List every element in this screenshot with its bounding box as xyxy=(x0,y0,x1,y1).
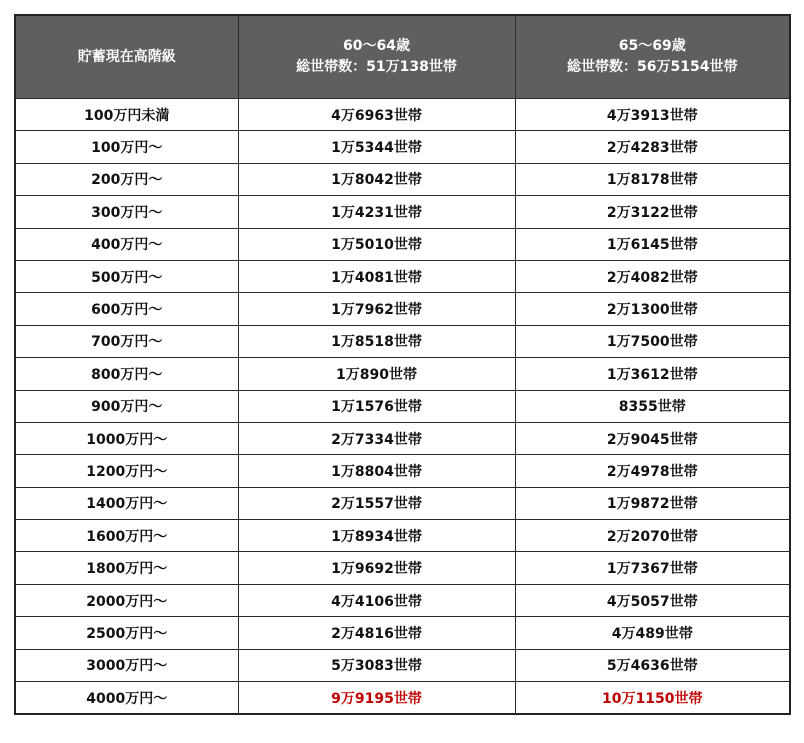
bracket-cell: 1000万円〜 xyxy=(15,422,238,454)
header-row xyxy=(15,15,790,99)
table-row xyxy=(15,552,790,584)
age-60-64-cell: 1万8518世帯 xyxy=(238,325,515,357)
savings-table xyxy=(14,14,791,715)
table-row xyxy=(15,163,790,195)
bracket-cell: 2500万円〜 xyxy=(15,617,238,649)
table-row xyxy=(15,99,790,131)
table-row xyxy=(15,260,790,292)
bracket-cell: 100万円未満 xyxy=(15,99,238,131)
age-65-69-cell: 1万7367世帯 xyxy=(515,552,790,584)
age-60-64-cell: 2万4816世帯 xyxy=(238,617,515,649)
age-65-69-cell: 2万9045世帯 xyxy=(515,422,790,454)
header-age-60-64-range: 60〜64歳 xyxy=(343,38,410,54)
bracket-cell: 700万円〜 xyxy=(15,325,238,357)
age-60-64-cell: 2万7334世帯 xyxy=(238,422,515,454)
table-row xyxy=(15,487,790,519)
bracket-cell: 400万円〜 xyxy=(15,228,238,260)
header-age-65-69-range: 65〜69歳 xyxy=(618,38,686,54)
header-age-65-69 xyxy=(515,15,790,99)
age-60-64-cell: 1万5344世帯 xyxy=(238,131,515,163)
age-60-64-cell: 1万8934世帯 xyxy=(238,520,515,552)
age-60-64-cell: 1万9692世帯 xyxy=(238,552,515,584)
age-65-69-cell: 4万3913世帯 xyxy=(515,99,790,131)
bracket-cell: 1400万円〜 xyxy=(15,487,238,519)
age-65-69-cell: 4万489世帯 xyxy=(515,617,790,649)
age-60-64-cell: 1万4081世帯 xyxy=(238,260,515,292)
table-row xyxy=(15,584,790,616)
bracket-cell: 1800万円〜 xyxy=(15,552,238,584)
age-65-69-cell: 1万7500世帯 xyxy=(515,325,790,357)
bracket-cell: 200万円〜 xyxy=(15,163,238,195)
table-row xyxy=(15,131,790,163)
age-65-69-cell: 1万9872世帯 xyxy=(515,487,790,519)
bracket-cell: 800万円〜 xyxy=(15,358,238,390)
table-row xyxy=(15,325,790,357)
header-age-60-64-total: 総世帯数：51万138世帯 xyxy=(296,59,457,75)
table-row xyxy=(15,617,790,649)
age-65-69-cell: 5万4636世帯 xyxy=(515,649,790,681)
age-60-64-cell: 1万5010世帯 xyxy=(238,228,515,260)
bracket-cell: 900万円〜 xyxy=(15,390,238,422)
age-60-64-cell: 1万8804世帯 xyxy=(238,455,515,487)
table-row xyxy=(15,520,790,552)
header-savings-bracket-label: 貯蓄現在高階級 xyxy=(77,48,176,65)
age-60-64-cell: 1万4231世帯 xyxy=(238,196,515,228)
age-60-64-cell: 1万8042世帯 xyxy=(238,163,515,195)
age-65-69-cell: 2万4283世帯 xyxy=(515,131,790,163)
age-65-69-cell: 1万6145世帯 xyxy=(515,228,790,260)
age-65-69-cell: 1万8178世帯 xyxy=(515,163,790,195)
table-row xyxy=(15,358,790,390)
age-65-69-cell: 4万5057世帯 xyxy=(515,584,790,616)
table-row xyxy=(15,649,790,681)
age-60-64-cell: 2万1557世帯 xyxy=(238,487,515,519)
age-65-69-cell: 10万1150世帯 xyxy=(515,682,790,715)
header-savings-bracket xyxy=(15,15,238,99)
bracket-cell: 2000万円〜 xyxy=(15,584,238,616)
age-60-64-cell: 5万3083世帯 xyxy=(238,649,515,681)
age-60-64-cell: 1万1576世帯 xyxy=(238,390,515,422)
table-row xyxy=(15,293,790,325)
table-body xyxy=(15,99,790,715)
age-60-64-cell: 9万9195世帯 xyxy=(238,682,515,715)
table-row xyxy=(15,455,790,487)
age-65-69-cell: 2万2070世帯 xyxy=(515,520,790,552)
bracket-cell: 600万円〜 xyxy=(15,293,238,325)
age-65-69-cell: 2万4978世帯 xyxy=(515,455,790,487)
age-65-69-cell: 2万4082世帯 xyxy=(515,260,790,292)
table-row xyxy=(15,390,790,422)
bracket-cell: 500万円〜 xyxy=(15,260,238,292)
table-row xyxy=(15,196,790,228)
bracket-cell: 100万円〜 xyxy=(15,131,238,163)
age-60-64-cell: 4万6963世帯 xyxy=(238,99,515,131)
bracket-cell: 3000万円〜 xyxy=(15,649,238,681)
header-age-65-69-total: 総世帯数：56万5154世帯 xyxy=(567,59,738,75)
age-65-69-cell: 2万1300世帯 xyxy=(515,293,790,325)
age-60-64-cell: 4万4106世帯 xyxy=(238,584,515,616)
header-age-60-64 xyxy=(238,15,515,99)
age-65-69-cell: 8355世帯 xyxy=(515,390,790,422)
bracket-cell: 1200万円〜 xyxy=(15,455,238,487)
age-60-64-cell: 1万890世帯 xyxy=(238,358,515,390)
table-row xyxy=(15,682,790,715)
table-row xyxy=(15,228,790,260)
table-header xyxy=(15,15,790,99)
age-60-64-cell: 1万7962世帯 xyxy=(238,293,515,325)
bracket-cell: 4000万円〜 xyxy=(15,682,238,715)
bracket-cell: 1600万円〜 xyxy=(15,520,238,552)
table-row xyxy=(15,422,790,454)
age-65-69-cell: 2万3122世帯 xyxy=(515,196,790,228)
age-65-69-cell: 1万3612世帯 xyxy=(515,358,790,390)
bracket-cell: 300万円〜 xyxy=(15,196,238,228)
